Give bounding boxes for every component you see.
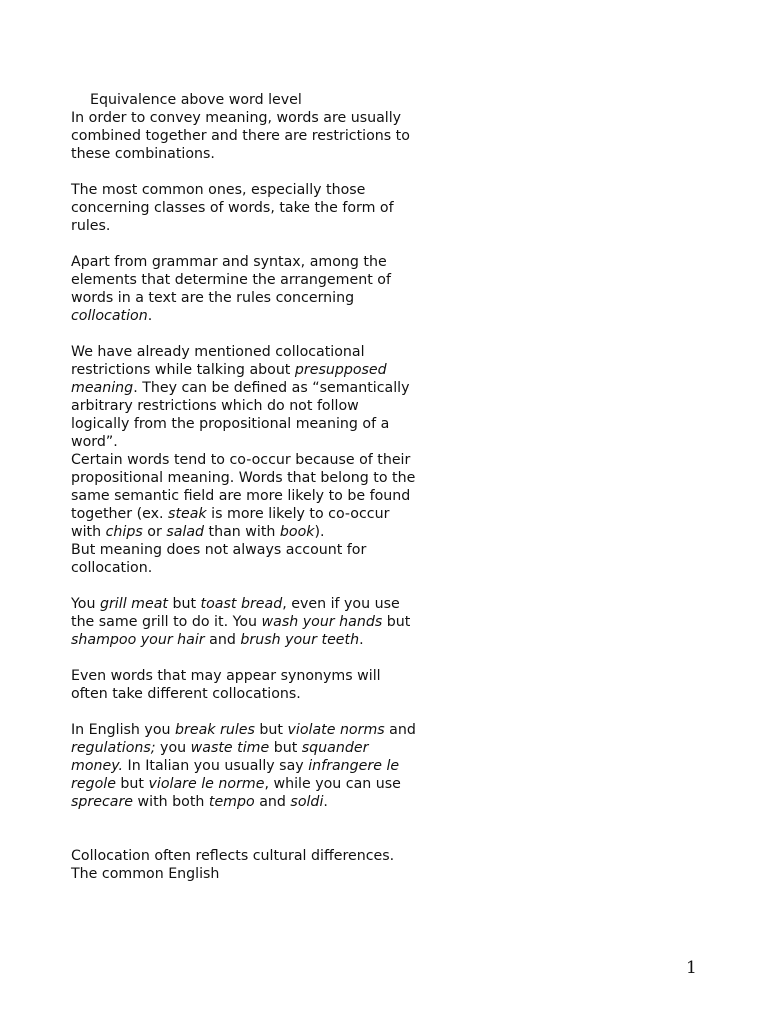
paragraph-spacer bbox=[71, 703, 416, 721]
text-run: is more likely to co-occur with bbox=[71, 506, 390, 540]
italic-text: break rules bbox=[175, 722, 255, 738]
document-page bbox=[71, 91, 416, 883]
italic-text: tempo bbox=[208, 794, 255, 810]
italic-text: wash your hands bbox=[261, 614, 383, 630]
text-run: Collocation often reflects cultural differences. The common English bbox=[71, 848, 395, 882]
paragraph bbox=[71, 451, 416, 541]
text-run: . bbox=[359, 632, 364, 648]
italic-text: presupposed meaning bbox=[71, 362, 387, 396]
paragraph bbox=[71, 109, 416, 163]
text-run: You bbox=[71, 596, 100, 612]
paragraph-spacer bbox=[71, 577, 416, 595]
paragraph bbox=[71, 343, 416, 451]
italic-text: regulations; bbox=[71, 740, 156, 756]
italic-text: steak bbox=[168, 506, 207, 522]
text-run: but bbox=[254, 722, 288, 738]
text-run: , even if you use the same grill to do it. You bbox=[71, 596, 400, 630]
text-run: Even words that may appear synonyms will often take different collocations. bbox=[71, 668, 381, 702]
text-run: . They can be defined as “semantically arbitrary restrictions which do not follow logically from the propositional meaning of a word”. bbox=[71, 380, 410, 450]
paragraph bbox=[71, 253, 416, 325]
text-run: but bbox=[269, 740, 302, 756]
text-run: and bbox=[384, 722, 416, 738]
italic-text: collocation bbox=[71, 308, 148, 324]
italic-text: violate norms bbox=[287, 722, 385, 738]
page-number: 1 bbox=[686, 958, 697, 978]
italic-text: shampoo your hair bbox=[71, 632, 205, 648]
italic-text: sprecare bbox=[71, 794, 134, 810]
paragraph-spacer bbox=[71, 235, 416, 253]
text-run: Certain words tend to co-occur because of their propositional meaning. Words that belong to the same semantic field are more likely to be found together (ex. bbox=[71, 452, 416, 522]
italic-text: book bbox=[279, 524, 315, 540]
paragraph bbox=[71, 721, 416, 811]
paragraph-spacer bbox=[71, 163, 416, 181]
italic-text: waste time bbox=[190, 740, 270, 756]
text-run: . bbox=[323, 794, 328, 810]
paragraph-spacer bbox=[71, 649, 416, 667]
document-title: Equivalence above word level bbox=[90, 92, 302, 108]
text-run: In Italian you usually say bbox=[123, 758, 309, 774]
text-run: The most common ones, especially those concerning classes of words, take the form of rules. bbox=[71, 182, 394, 234]
text-run: Apart from grammar and syntax, among the elements that determine the arrangement of words in a text are the rules concerning bbox=[71, 254, 391, 306]
text-run: with both bbox=[133, 794, 209, 810]
text-run: and bbox=[254, 794, 291, 810]
paragraph bbox=[71, 667, 416, 703]
paragraph-spacer bbox=[71, 811, 416, 847]
text-run: In order to convey meaning, words are usually combined together and there are restrictions to these combinations. bbox=[71, 110, 410, 162]
text-run: than with bbox=[204, 524, 280, 540]
text-run: , while you can use bbox=[264, 776, 401, 792]
italic-text: violare le norme bbox=[148, 776, 265, 792]
italic-text: chips bbox=[105, 524, 143, 540]
italic-text: toast bread bbox=[200, 596, 283, 612]
text-run: or bbox=[142, 524, 167, 540]
text-run: but bbox=[382, 614, 411, 630]
italic-text: grill meat bbox=[99, 596, 168, 612]
text-run: but bbox=[167, 596, 201, 612]
text-run: In English you bbox=[71, 722, 176, 738]
paragraph bbox=[71, 541, 416, 577]
paragraph-spacer bbox=[71, 325, 416, 343]
italic-text: infrangere le regole bbox=[71, 758, 400, 792]
italic-text: salad bbox=[166, 524, 205, 540]
text-run: We have already mentioned collocational restrictions while talking about bbox=[71, 344, 365, 378]
text-run: . bbox=[147, 308, 153, 324]
italic-text: squander money. bbox=[71, 740, 369, 774]
text-run: but bbox=[115, 776, 149, 792]
text-run: and bbox=[204, 632, 241, 648]
paragraph bbox=[71, 181, 416, 235]
paragraph bbox=[71, 595, 416, 649]
text-run: But meaning does not always account for collocation. bbox=[71, 542, 367, 576]
text-run: ). bbox=[314, 524, 325, 540]
document-body bbox=[71, 109, 416, 883]
text-run: you bbox=[155, 740, 191, 756]
italic-text: soldi bbox=[290, 794, 324, 810]
italic-text: brush your teeth bbox=[240, 632, 360, 648]
paragraph bbox=[71, 847, 416, 883]
